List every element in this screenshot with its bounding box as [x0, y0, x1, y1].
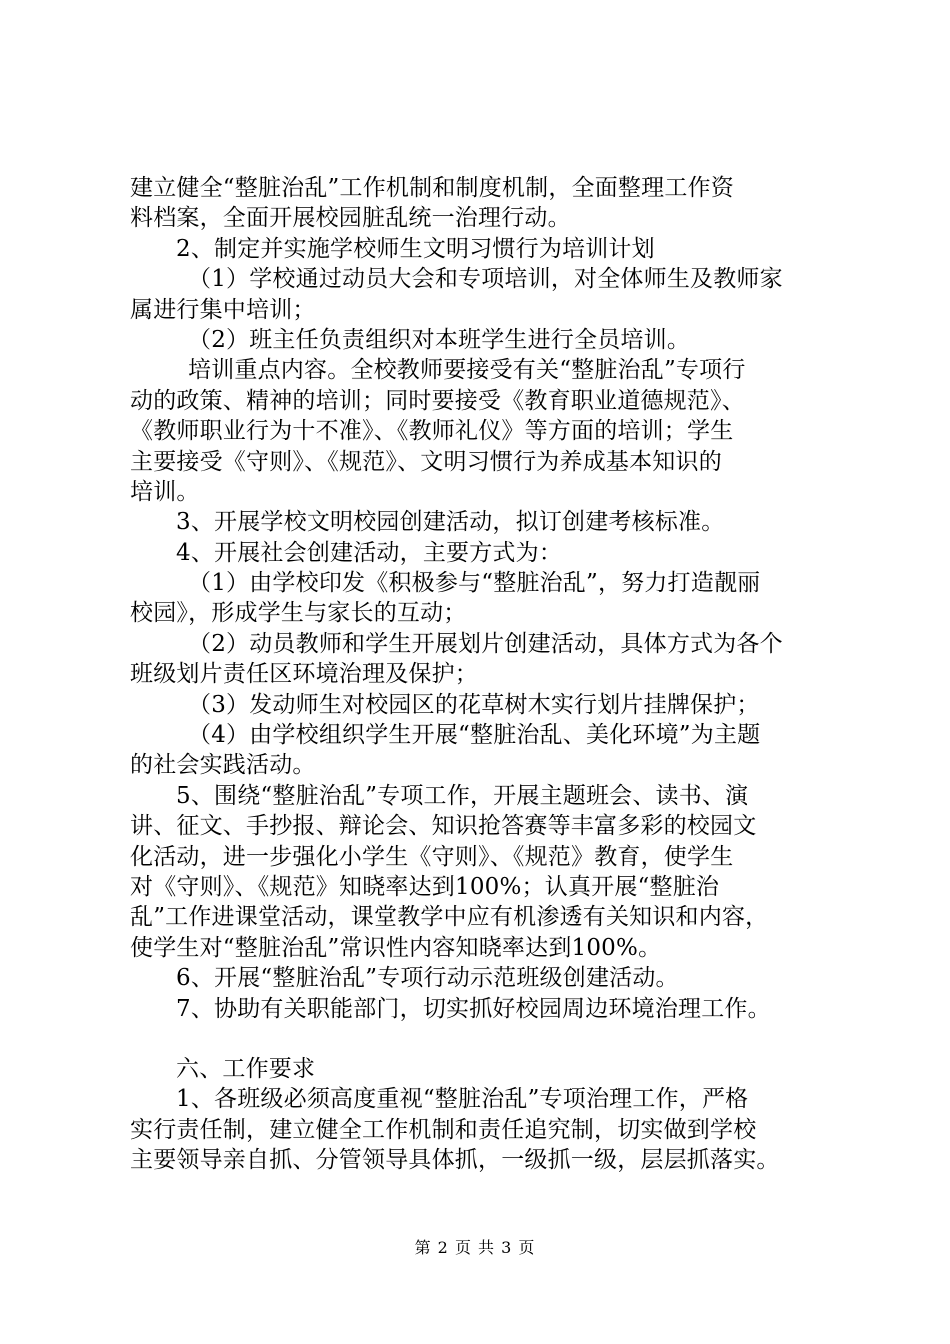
text-line: 班级划片责任区环境治理及保护；: [130, 661, 478, 688]
paragraph-gap: [130, 1024, 830, 1054]
text-line: 料档案，全面开展校园脏乱统一治理行动。: [130, 205, 571, 232]
text-line: 讲、征文、手抄报、辩论会、知识抢答赛等丰富多彩的校园文: [130, 813, 757, 840]
text-line: 2、制定并实施学校师生文明习惯行为培训计划: [176, 235, 655, 262]
text-line: 4、开展社会创建活动，主要方式为：: [176, 539, 563, 566]
page-footer: 第 2 页 共 3 页: [414, 1238, 536, 1257]
text-line: 乱”工作进课堂活动，课堂教学中应有机渗透有关知识和内容，: [130, 904, 769, 931]
text-line: 的社会实践活动。: [130, 752, 316, 779]
text-line: 3、开展学校文明校园创建活动，拟订创建考核标准。: [176, 509, 725, 536]
text-line: 培训重点内容。全校教师要接受有关“整脏治乱”专项行: [188, 357, 746, 384]
text-line: （2）动员教师和学生开展划片创建活动，具体方式为各个: [188, 630, 783, 657]
section-heading: 六、工作要求: [176, 1055, 316, 1082]
text-line: （4）由学校组织学生开展“整脏治乱、美化环境”为主题: [188, 722, 761, 749]
text-line: 主要领导亲自抓、分管领导具体抓，一级抓一级，层层抓落实。: [130, 1147, 780, 1174]
text-line: 使学生对“整脏治乱”常识性内容知晓率达到100%。: [130, 934, 662, 961]
text-line: 化活动，进一步强化小学生《守则》、《规范》教育，使学生: [130, 843, 734, 870]
text-line: 建立健全“整脏治乱”工作机制和制度机制，全面整理工作资: [130, 175, 734, 201]
text-line: （2）班主任负责组织对本班学生进行全员培训。: [188, 326, 691, 353]
text-line: （1）学校通过动员大会和专项培训，对全体师生及教师家: [188, 266, 783, 293]
text-line: 校园》，形成学生与家长的互动；: [130, 600, 467, 627]
text-line: 实行责任制，建立健全工作机制和责任追究制，切实做到学校: [130, 1116, 757, 1143]
text-line: 动的政策、精神的培训；同时要接受《教育职业道德规范》、: [130, 387, 745, 414]
text-line: 《教师职业行为十不准》、《教师礼仪》等方面的培训；学生: [130, 418, 734, 445]
text-line: 培训。: [130, 478, 200, 505]
text-line: 对《守则》、《规范》知晓率达到100%；认真开展“整脏治: [130, 873, 720, 900]
text-line: 7、协助有关职能部门，切实抓好校园周边环境治理工作。: [176, 995, 771, 1022]
text-line: 6、开展“整脏治乱”专项行动示范班级创建活动。: [176, 965, 679, 992]
text-line: 5、围绕“整脏治乱”专项工作，开展主题班会、读书、演: [176, 782, 749, 809]
document-body: [130, 173, 830, 1176]
text-line: 主要接受《守则》、《规范》、文明习惯行为养成基本知识的: [130, 448, 722, 475]
text-line: （3）发动师生对校园区的花草树木实行划片挂牌保护；: [188, 691, 760, 718]
text-line: （1）由学校印发《积极参与“整脏治乱”，努力打造靓丽: [188, 570, 761, 597]
text-line: 1、各班级必须高度重视“整脏治乱”专项治理工作，严格: [176, 1086, 749, 1113]
text-line: 属进行集中培训；: [130, 296, 316, 323]
